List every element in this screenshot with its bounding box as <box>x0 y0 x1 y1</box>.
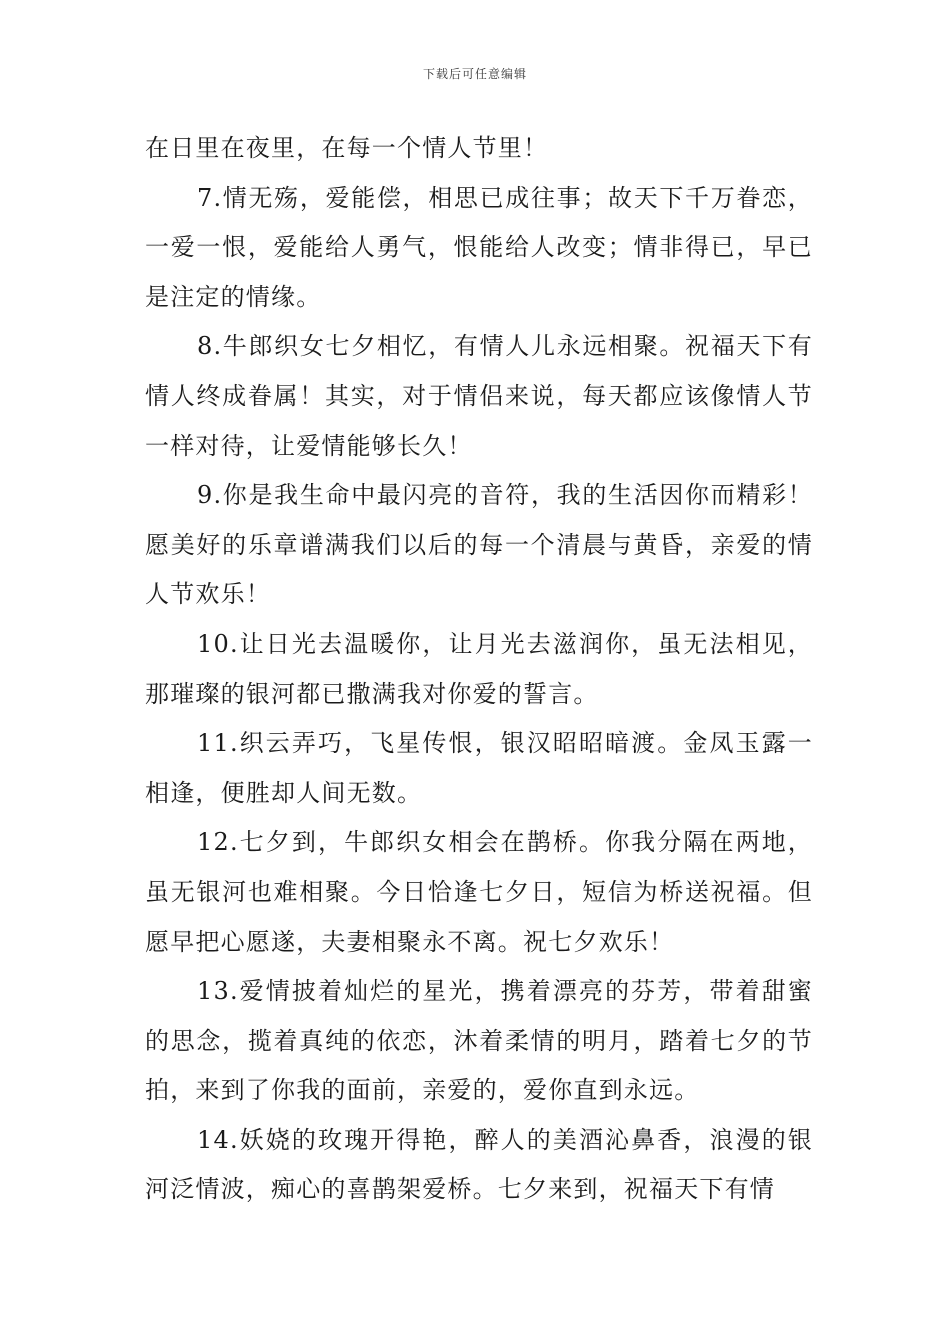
paragraph-item-14: 14.妖娆的玫瑰开得艳，醉人的美酒沁鼻香，浪漫的银河泛情波，痴心的喜鹊架爱桥。七夕来到，祝福天下有情 <box>145 1125 813 1204</box>
paragraph-item-8: 8.牛郎织女七夕相忆，有情人儿永远相聚。祝福天下有情人终成眷属！其实，对于情侣来说，每天都应该像情人节一样对待，让爱情能够长久！ <box>145 332 813 460</box>
paragraph-item-7: 7.情无殇，爱能偿，相思已成往事；故天下千万眷恋，一爱一恨，爱能给人勇气，恨能给人改变；情非得已，早已是注定的情缘。 <box>145 183 813 311</box>
paragraph-item-9: 9.你是我生命中最闪亮的音符，我的生活因你而精彩！愿美好的乐章谱满我们以后的每一个清晨与黄昏，亲爱的情人节欢乐！ <box>145 481 813 609</box>
paragraph-item-12: 12.七夕到，牛郎织女相会在鹊桥。你我分隔在两地，虽无银河也难相聚。今日恰逢七夕日，短信为桥送祝福。但愿早把心愿遂，夫妻相聚永不离。祝七夕欢乐！ <box>145 828 813 956</box>
document-body <box>145 124 813 1215</box>
paragraph-continuation: 在日里在夜里，在每一个情人节里！ <box>145 134 549 162</box>
paragraph-item-13: 13.爱情披着灿烂的星光，携着漂亮的芬芳，带着甜蜜的思念，揽着真纯的依恋，沐着柔情的明月，踏着七夕的节拍，来到了你我的面前，亲爱的，爱你直到永远。 <box>145 977 813 1105</box>
page-header: 下载后可任意编辑 <box>422 67 527 81</box>
paragraph-item-10: 10.让日光去温暖你，让月光去滋润你，虽无法相见，那璀璨的银河都已撒满我对你爱的誓言。 <box>145 629 813 708</box>
paragraph-item-11: 11.织云弄巧，飞星传恨，银汉昭昭暗渡。金凤玉露一相逢，便胜却人间无数。 <box>145 729 813 807</box>
